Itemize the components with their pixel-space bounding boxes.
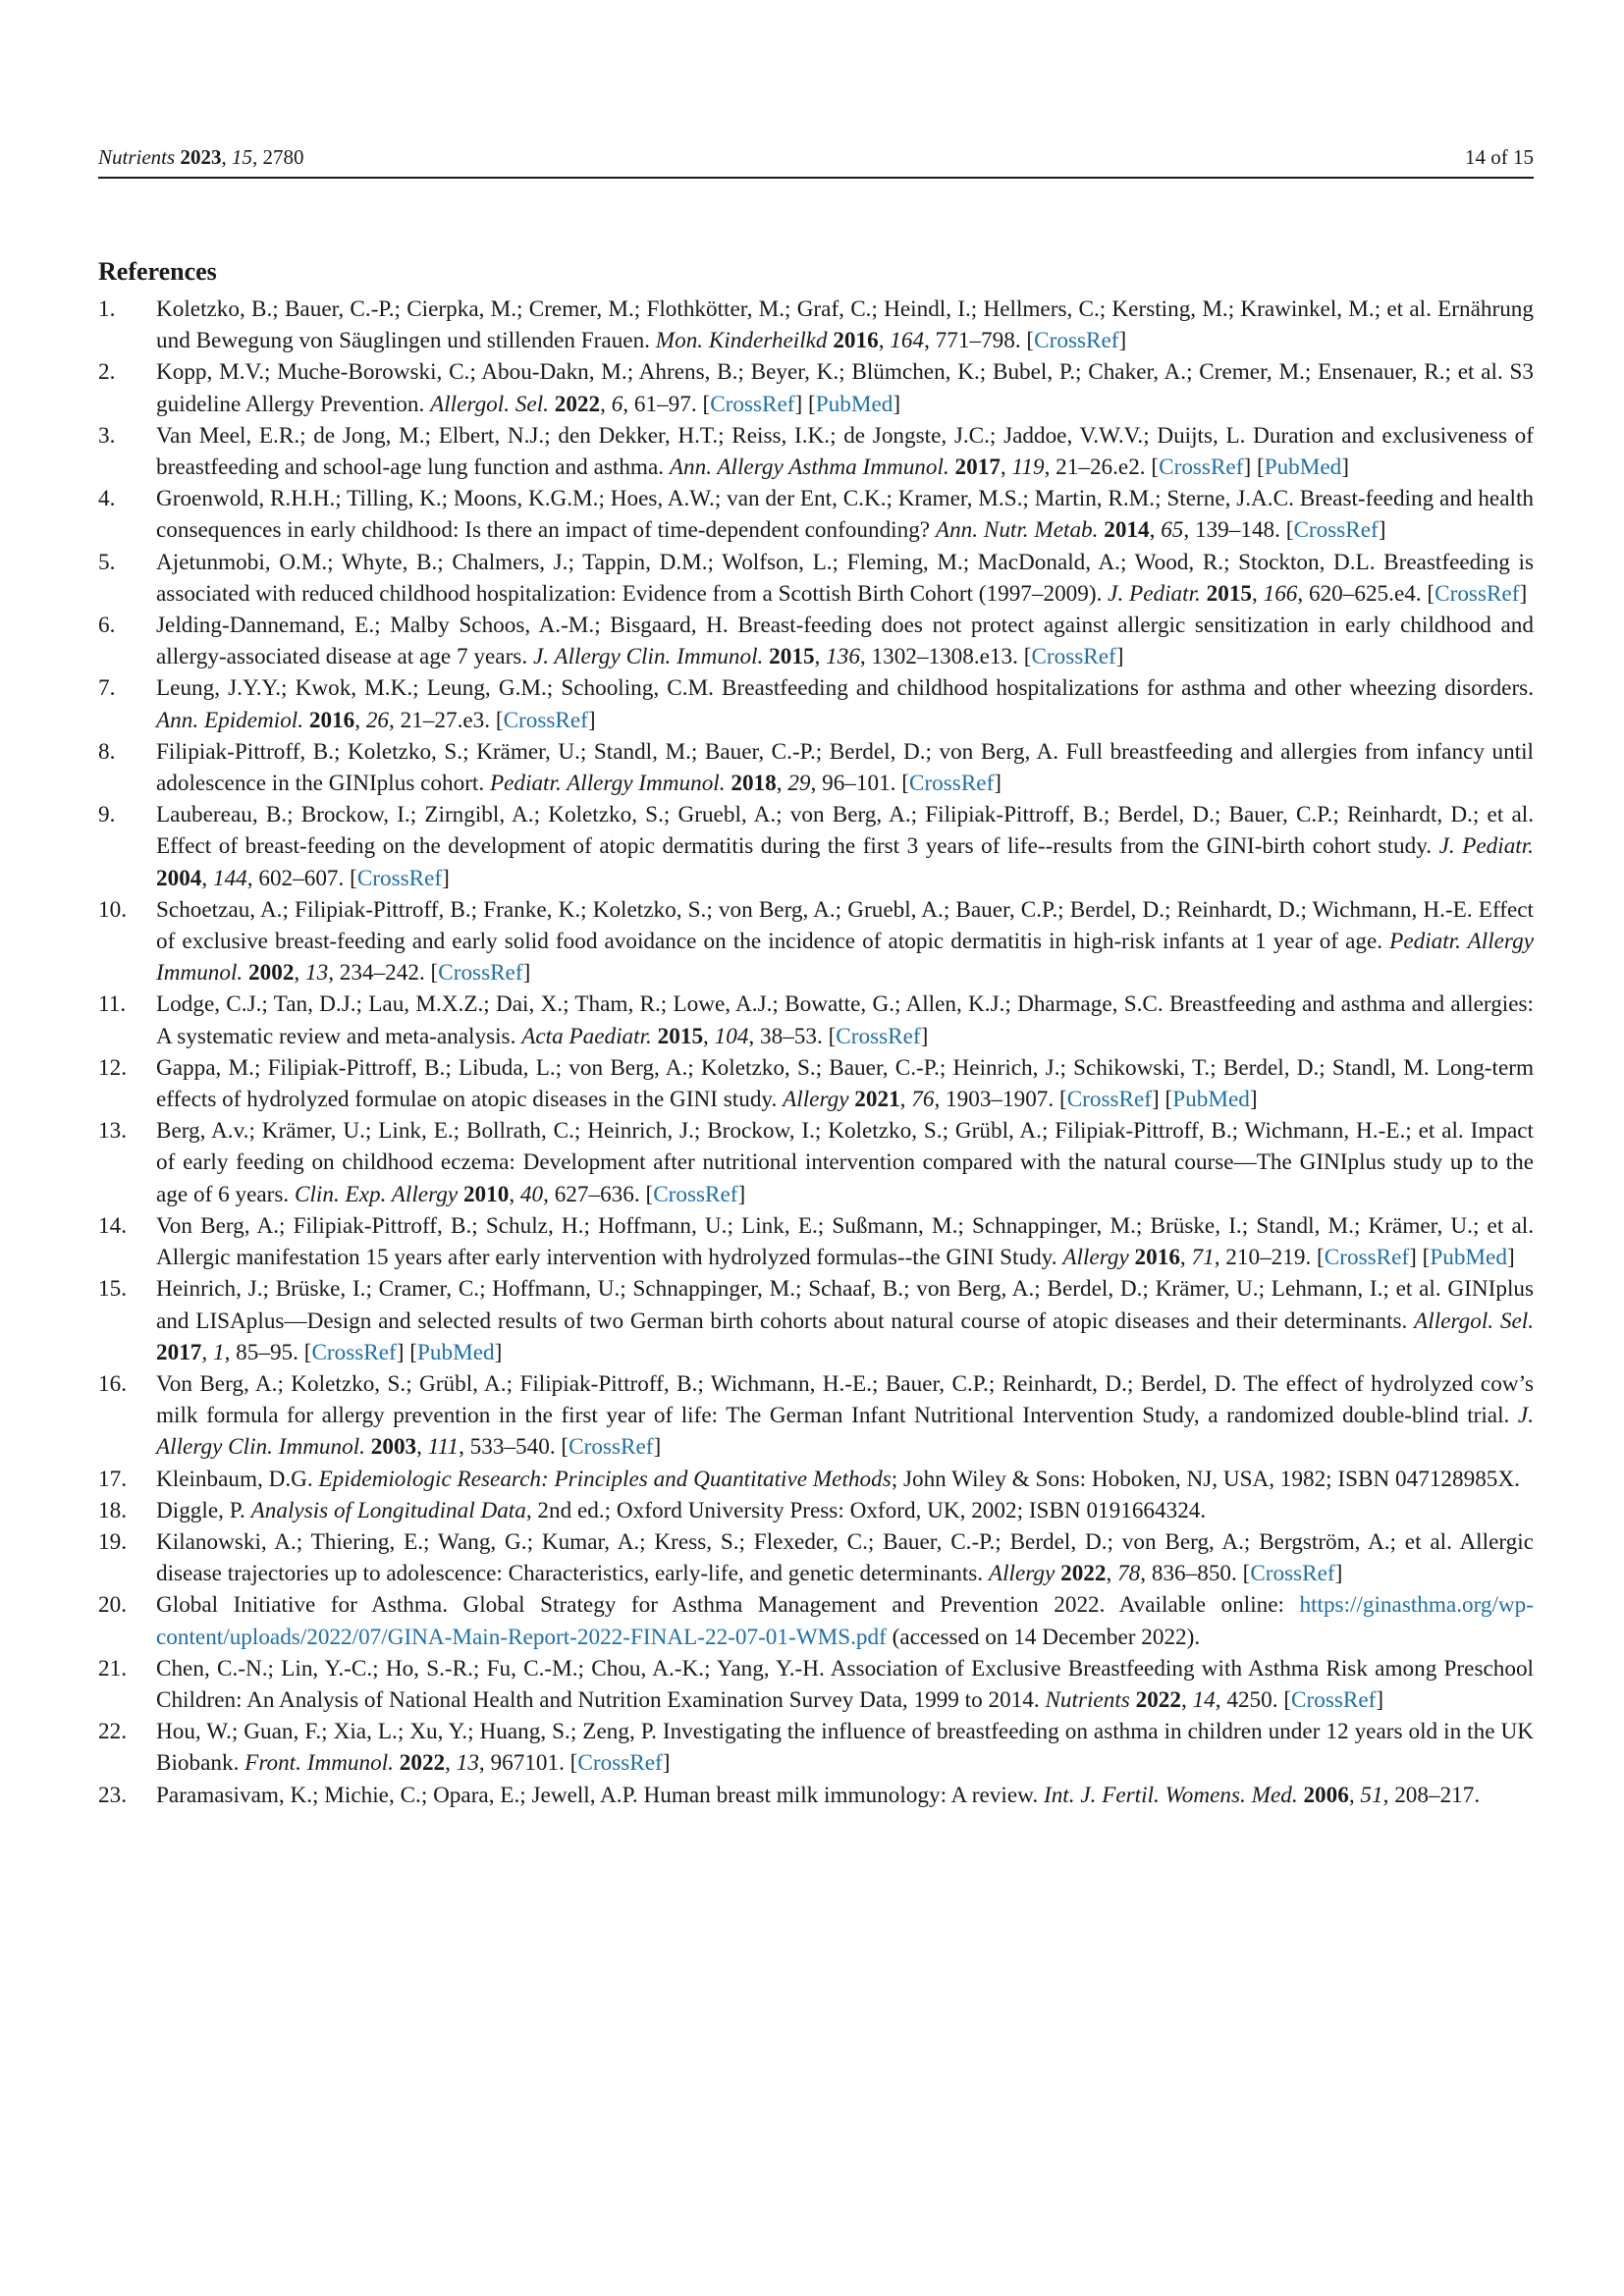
crossref-link[interactable]: CrossRef bbox=[503, 707, 588, 733]
reference-item bbox=[98, 356, 1534, 419]
reference-segment: ] bbox=[653, 1434, 662, 1461]
crossref-link[interactable]: CrossRef bbox=[908, 771, 995, 797]
reference-text bbox=[156, 802, 1534, 890]
reference-italic: Int. J. Fertil. Womens. Med. bbox=[1043, 1782, 1298, 1808]
reference-segment: Leung, J.Y.Y.; Kwok, M.K.; Leung, G.M.; Schooling, C.M. Breastfeeding and childhood hospitalizations for asthma and other wheezing disorders. bbox=[156, 675, 1534, 702]
reference-italic: Front. Immunol. bbox=[244, 1750, 394, 1777]
crossref-link[interactable]: CrossRef bbox=[577, 1750, 663, 1777]
reference-year: 2010 bbox=[462, 1181, 510, 1207]
reference-italic: 144 bbox=[212, 865, 247, 891]
reference-segment: ] bbox=[1376, 1686, 1384, 1713]
crossref-link[interactable]: CrossRef bbox=[710, 391, 795, 417]
reference-text bbox=[156, 486, 1534, 543]
crossref-link[interactable]: CrossRef bbox=[1293, 517, 1379, 544]
reference-italic: Pediatr. Allergy Immunol. bbox=[489, 771, 726, 797]
reference-italic: Ann. Epidemiol. bbox=[156, 707, 304, 733]
reference-segment: ] bbox=[1115, 644, 1124, 670]
reference-text bbox=[156, 1276, 1534, 1364]
reference-text bbox=[156, 1467, 1520, 1492]
reference-text bbox=[156, 1213, 1534, 1270]
reference-segment: , 967101. [ bbox=[478, 1750, 578, 1777]
reference-segment: Schoetzau, A.; Filipiak-Pittroff, B.; Franke, K.; Koletzko, S.; von Berg, A.; Gruebl, A.; Bauer, C.P.; Berdel, D.; Reinhardt, D.; Wichmann, H.-E. Effect of exclusive breast-feeding and early solid food avoidance on the incidence of atopic dermatitis in high-risk infants at 1 year of age. bbox=[156, 896, 1534, 955]
reference-italic: 51 bbox=[1360, 1782, 1383, 1808]
reference-italic: 71 bbox=[1191, 1245, 1215, 1271]
crossref-link[interactable]: CrossRef bbox=[311, 1339, 397, 1365]
reference-segment: , 139–148. [ bbox=[1183, 517, 1294, 544]
reference-italic: 1 bbox=[212, 1339, 225, 1365]
reference-segment: , 836–850. [ bbox=[1140, 1561, 1251, 1587]
reference-italic: Mon. Kinderheilkd bbox=[655, 328, 828, 354]
reference-italic: Allergy bbox=[1062, 1245, 1129, 1271]
crossref-link[interactable]: CrossRef bbox=[1291, 1686, 1377, 1713]
reference-italic: Nutrients bbox=[1045, 1686, 1130, 1713]
reference-segment: Heinrich, J.; Brüske, I.; Cramer, C.; Hoffmann, U.; Schnappinger, M.; Schaaf, B.; von Berg, A.; Berdel, D.; Krämer, U.; Lehmann, I.; et al. GINIplus and LISAplus—Design and selected results of two German birth cohorts about natural course of atopic diseases and their determinants. bbox=[156, 1276, 1534, 1334]
reference-number: 9. bbox=[98, 802, 116, 828]
reference-segment: ] bbox=[737, 1181, 746, 1207]
reference-italic: Ann. Nutr. Metab. bbox=[935, 517, 1099, 544]
reference-segment: , bbox=[600, 391, 612, 417]
reference-italic: Ann. Allergy Asthma Immunol. bbox=[669, 454, 949, 481]
url-link[interactable]: https://ginasthma.org/wp-content/uploads/2022/07/GINA-Main-Report-2022-FINAL-22-07-01-WMS.pdf bbox=[156, 1592, 1534, 1650]
reference-number: 11. bbox=[98, 991, 127, 1018]
reference-segment: , bbox=[814, 644, 827, 670]
reference-number: 20. bbox=[98, 1592, 127, 1619]
reference-item bbox=[98, 736, 1534, 799]
reference-number: 3. bbox=[98, 422, 116, 449]
reference-text bbox=[156, 1783, 1480, 1808]
reference-segment: ] bbox=[994, 771, 1002, 797]
pubmed-link[interactable]: PubMed bbox=[417, 1339, 495, 1365]
reference-segment: ] bbox=[1519, 580, 1528, 607]
reference-segment: ; John Wiley & Sons: Hoboken, NJ, USA, 1982; ISBN 047128985X. bbox=[891, 1466, 1520, 1492]
reference-year: 2004 bbox=[156, 865, 202, 891]
pubmed-link[interactable]: PubMed bbox=[1172, 1087, 1250, 1113]
reference-text bbox=[156, 991, 1534, 1048]
reference-segment: , bbox=[1180, 1686, 1193, 1713]
reference-year: 2014 bbox=[1104, 517, 1150, 544]
reference-text bbox=[156, 423, 1534, 480]
crossref-link[interactable]: CrossRef bbox=[1159, 454, 1244, 481]
reference-number: 4. bbox=[98, 486, 116, 512]
reference-segment: , bbox=[878, 328, 891, 354]
reference-text bbox=[156, 1656, 1534, 1713]
reference-text bbox=[156, 613, 1534, 669]
reference-segment: , bbox=[201, 865, 213, 891]
reference-year: 2022 bbox=[1135, 1686, 1181, 1713]
reference-text bbox=[156, 1055, 1534, 1112]
reference-italic: Epidemiologic Research: Principles and Quantitative Methods bbox=[318, 1466, 892, 1492]
crossref-link[interactable]: CrossRef bbox=[1324, 1245, 1410, 1271]
reference-segment: ] bbox=[893, 391, 901, 417]
article-number: 2780 bbox=[262, 145, 304, 169]
reference-number: 23. bbox=[98, 1782, 127, 1808]
reference-segment: ] bbox=[1334, 1561, 1343, 1587]
reference-segment: Gappa, M.; Filipiak-Pittroff, B.; Libuda, L.; von Berg, A.; Koletzko, S.; Bauer, C.-P.; Heinrich, J.; Schikowski, T.; Berdel, D.; Standl, M. Long-term effects of hydrolyzed formulae on atopic diseases in the GINI study. bbox=[156, 1054, 1534, 1113]
reference-segment: , bbox=[776, 771, 788, 797]
crossref-link[interactable]: CrossRef bbox=[356, 865, 443, 891]
reference-item bbox=[98, 483, 1534, 546]
reference-segment: Paramasivam, K.; Michie, C.; Opara, E.; Jewell, A.P. Human breast milk immunology: A review. bbox=[156, 1782, 1044, 1808]
reference-segment: , bbox=[1106, 1561, 1118, 1587]
reference-segment: , 602–607. [ bbox=[246, 865, 357, 891]
reference-segment: , 21–27.e3. [ bbox=[389, 707, 504, 733]
reference-segment: , bbox=[1000, 454, 1012, 481]
reference-item bbox=[98, 610, 1534, 672]
reference-italic: 13 bbox=[456, 1750, 479, 1777]
reference-italic: 136 bbox=[826, 644, 860, 670]
reference-segment: Von Berg, A.; Filipiak-Pittroff, B.; Schulz, H.; Hoffmann, U.; Link, E.; Sußmann, M.; Schnappinger, M.; Brüske, I.; Standl, M.; Krämer, U.; et al. Allergic manifestation 15 years after early intervention with hydrolyzed formulas--the GINI Study. bbox=[156, 1212, 1534, 1271]
reference-italic: Allergy bbox=[988, 1561, 1056, 1587]
reference-italic: Acta Paediatr. bbox=[521, 1023, 652, 1049]
reference-segment: , bbox=[1149, 517, 1162, 544]
reference-year: 2015 bbox=[769, 644, 815, 670]
reference-year: 2015 bbox=[1206, 580, 1253, 607]
reference-year: 2016 bbox=[1134, 1245, 1180, 1271]
reference-number: 17. bbox=[98, 1466, 127, 1492]
reference-number: 6. bbox=[98, 613, 116, 639]
reference-text bbox=[156, 739, 1534, 796]
reference-segment: ] bbox=[494, 1339, 503, 1365]
journal-year: 2023 bbox=[180, 145, 222, 169]
reference-number: 18. bbox=[98, 1497, 127, 1523]
reference-number: 13. bbox=[98, 1118, 127, 1145]
reference-item bbox=[98, 1115, 1534, 1210]
reference-segment: (accessed on 14 December 2022). bbox=[886, 1624, 1201, 1650]
reference-segment: ] bbox=[1118, 328, 1127, 354]
reference-italic: 119 bbox=[1011, 454, 1045, 481]
reference-segment: Kilanowski, A.; Thiering, E.; Wang, G.; Kumar, A.; Kress, S.; Flexeder, C.; Bauer, C.-P.; Berdel, D.; von Berg, A.; Bergström, A.; et al. Allergic disease trajectories up to adolescence: Characteristics, early-life, and genetic determinants. bbox=[156, 1528, 1534, 1587]
reference-item bbox=[98, 799, 1534, 894]
reference-item bbox=[98, 1368, 1534, 1464]
reference-segment: Ajetunmobi, O.M.; Whyte, B.; Chalmers, J.; Tappin, D.M.; Wolfson, L.; Fleming, M.; MacDonald, A.; Wood, R.; Stockton, D.L. Breastfeeding is associated with reduced childhood hospitalization: Evidence from a Scottish Birth Cohort (1997–2009). bbox=[156, 549, 1534, 607]
reference-italic: 166 bbox=[1263, 580, 1298, 607]
references-heading: References bbox=[98, 257, 217, 286]
reference-segment: ] bbox=[1506, 1245, 1515, 1271]
reference-segment: Kopp, M.V.; Muche-Borowski, C.; Abou-Dakn, M.; Ahrens, B.; Beyer, K.; Blümchen, K.; Bubel, P.; Chaker, A.; Cremer, M.; Ensenauer, R.; et al. S3 guideline Allergy Prevention. bbox=[156, 359, 1534, 417]
reference-text bbox=[156, 1498, 1206, 1523]
reference-italic: 78 bbox=[1117, 1561, 1141, 1587]
reference-segment: , 627–636. [ bbox=[543, 1181, 654, 1207]
reference-italic: 14 bbox=[1192, 1686, 1216, 1713]
reference-item bbox=[98, 672, 1534, 735]
reference-number: 22. bbox=[98, 1719, 127, 1745]
reference-segment: Filipiak-Pittroff, B.; Koletzko, S.; Krämer, U.; Standl, M.; Bauer, C.-P.; Berdel, D.; von Berg, A. Full breastfeeding and allergies from infancy until adolescence in the GINIplus cohort. bbox=[156, 738, 1534, 797]
reference-italic: Allergy bbox=[783, 1087, 849, 1113]
reference-item bbox=[98, 894, 1534, 989]
reference-segment: , 533–540. [ bbox=[459, 1434, 569, 1461]
reference-segment: ] bbox=[442, 865, 450, 891]
reference-segment: Berg, A.v.; Krämer, U.; Link, E.; Bollrath, C.; Heinrich, J.; Brockow, I.; Koletzko, S.; Grübl, A.; Filipiak-Pittroff, B.; Wichmann, H.-E.; et al. Impact of early feeding on childhood eczema: Development after nutritional intervention compared with the natural course—The GINIplus study up to the age of 6 years. bbox=[156, 1118, 1534, 1207]
reference-number: 2. bbox=[98, 359, 116, 386]
crossref-link[interactable]: CrossRef bbox=[1435, 580, 1520, 607]
reference-item bbox=[98, 1464, 1534, 1495]
reference-segment: ] bbox=[587, 707, 596, 733]
reference-italic: 29 bbox=[787, 771, 811, 797]
reference-italic: Clin. Exp. Allergy bbox=[295, 1181, 459, 1207]
reference-number: 21. bbox=[98, 1655, 127, 1682]
reference-year: 2021 bbox=[854, 1087, 900, 1113]
reference-italic: J. Pediatr. bbox=[1438, 833, 1534, 860]
reference-number: 19. bbox=[98, 1528, 127, 1555]
reference-year: 2016 bbox=[308, 707, 355, 733]
reference-segment: , 234–242. [ bbox=[328, 960, 439, 987]
reference-segment: , bbox=[294, 960, 305, 987]
reference-segment: ] bbox=[662, 1750, 671, 1777]
reference-text bbox=[156, 359, 1534, 416]
pubmed-link[interactable]: PubMed bbox=[1264, 454, 1342, 481]
reference-segment: ] bbox=[522, 960, 531, 987]
reference-italic: J. Pediatr. bbox=[1108, 580, 1201, 607]
reference-segment: , bbox=[416, 1434, 428, 1461]
reference-segment: Jelding-Dannemand, E.; Malby Schoos, A.-M.; Bisgaard, H. Breast-feeding does not protect against allergic sensitization in early childhood and allergy-associated disease at age 7 years. bbox=[156, 613, 1534, 670]
reference-year: 2017 bbox=[954, 454, 1001, 481]
reference-segment: Lodge, C.J.; Tan, D.J.; Lau, M.X.Z.; Dai, X.; Tham, R.; Lowe, A.J.; Bowatte, G.; Allen, K.J.; Dharmage, S.C. Breastfeeding and asthma and allergies: A systematic review and meta-analysis. bbox=[156, 991, 1534, 1049]
reference-year: 2022 bbox=[554, 391, 601, 417]
reference-segment: ] [ bbox=[794, 391, 816, 417]
reference-segment: , 61–97. [ bbox=[623, 391, 711, 417]
reference-segment: Von Berg, A.; Koletzko, S.; Grübl, A.; Filipiak-Pittroff, B.; Wichmann, H.-E.; Bauer, C.P.; Reinhardt, D.; Berdel, D. The effect of hydrolyzed cow’s milk formula for allergy prevention in the first year of life: The German Infant Nutritional Intervention Study, a randomized double-blind trial. bbox=[156, 1370, 1534, 1429]
reference-item bbox=[98, 1589, 1534, 1652]
reference-item bbox=[98, 1273, 1534, 1368]
reference-text bbox=[156, 675, 1534, 732]
crossref-link[interactable]: CrossRef bbox=[438, 960, 523, 987]
reference-number: 10. bbox=[98, 896, 127, 923]
reference-italic: 104 bbox=[714, 1023, 749, 1049]
crossref-link[interactable]: CrossRef bbox=[568, 1434, 654, 1461]
reference-text bbox=[156, 1529, 1534, 1586]
crossref-link[interactable]: CrossRef bbox=[1031, 644, 1116, 670]
reference-segment: , bbox=[201, 1339, 213, 1365]
reference-text bbox=[156, 296, 1534, 353]
crossref-link[interactable]: CrossRef bbox=[653, 1181, 738, 1207]
reference-segment: ] [ bbox=[396, 1339, 418, 1365]
reference-segment: , bbox=[445, 1750, 457, 1777]
page-header bbox=[98, 145, 1534, 179]
reference-italic: 13 bbox=[305, 960, 329, 987]
pubmed-link[interactable]: PubMed bbox=[815, 391, 893, 417]
reference-number: 7. bbox=[98, 675, 116, 702]
reference-year: 2002 bbox=[248, 960, 295, 987]
reference-italic: J. Allergy Clin. Immunol. bbox=[156, 1403, 1534, 1461]
reference-year: 2016 bbox=[833, 328, 879, 354]
reference-segment: ] [ bbox=[1152, 1087, 1173, 1113]
reference-segment: ] bbox=[1341, 454, 1350, 481]
reference-italic: Pediatr. Allergy Immunol. bbox=[156, 929, 1534, 987]
reference-italic: Allergol. Sel. bbox=[430, 391, 549, 417]
crossref-link[interactable]: CrossRef bbox=[1066, 1087, 1153, 1113]
reference-segment: ] bbox=[1249, 1087, 1258, 1113]
journal-volume: 15 bbox=[231, 145, 252, 169]
reference-segment: , bbox=[899, 1087, 912, 1113]
reference-item bbox=[98, 1780, 1534, 1811]
reference-year: 2022 bbox=[1060, 1561, 1107, 1587]
reference-year: 2003 bbox=[370, 1434, 417, 1461]
reference-year: 2018 bbox=[731, 771, 777, 797]
reference-segment: Groenwold, R.H.H.; Tilling, K.; Moons, K.G.M.; Hoes, A.W.; van der Ent, C.K.; Kramer, M.S.; Martin, R.M.; Sterne, J.A.C. Breast-feeding and health consequences in early childhood: Is there an impact of time-dependent confounding? bbox=[156, 486, 1534, 544]
reference-segment: , bbox=[1179, 1245, 1192, 1271]
reference-text bbox=[156, 897, 1534, 986]
crossref-link[interactable]: CrossRef bbox=[1034, 328, 1119, 354]
reference-number: 1. bbox=[98, 296, 116, 322]
reference-item bbox=[98, 1210, 1534, 1273]
reference-segment: , 21–26.e2. [ bbox=[1044, 454, 1160, 481]
reference-segment: Hou, W.; Guan, F.; Xia, L.; Xu, Y.; Huang, S.; Zeng, P. Investigating the influence of breastfeeding on asthma in children under 12 years old in the UK Biobank. bbox=[156, 1719, 1534, 1777]
reference-segment: , 96–101. [ bbox=[810, 771, 909, 797]
reference-italic: 40 bbox=[519, 1181, 544, 1207]
reference-italic: 6 bbox=[611, 391, 623, 417]
reference-segment: ] bbox=[920, 1023, 929, 1049]
reference-text bbox=[156, 1118, 1534, 1206]
reference-segment: , 210–219. [ bbox=[1214, 1245, 1325, 1271]
reference-segment: Laubereau, B.; Brockow, I.; Zirngibl, A.; Koletzko, S.; Gruebl, A.; von Berg, A.; Filipiak-Pittroff, B.; Berdel, D.; Bauer, C.P.; Reinhardt, D.; et al. Effect of breast-feeding on the development of atopic dermatitis during the first 3 years of life--results from the GINI-birth cohort study. bbox=[156, 802, 1534, 860]
reference-segment: Koletzko, B.; Bauer, C.-P.; Cierpka, M.; Cremer, M.; Flothkötter, M.; Graf, C.; Heindl, I.; Hellmers, C.; Kersting, M.; Krawinkel, M.; et al. Ernährung und Bewegung von Säuglingen und stillenden Frauen. bbox=[156, 296, 1534, 354]
reference-segment: , bbox=[1252, 580, 1264, 607]
reference-italic: 76 bbox=[911, 1087, 935, 1113]
journal-name: Nutrients bbox=[98, 145, 176, 169]
reference-list bbox=[98, 294, 1534, 1811]
reference-italic: 26 bbox=[365, 707, 390, 733]
reference-segment: , 208–217. bbox=[1382, 1782, 1481, 1808]
reference-number: 14. bbox=[98, 1212, 127, 1239]
reference-item bbox=[98, 1526, 1534, 1589]
reference-segment: , bbox=[509, 1181, 520, 1207]
reference-item bbox=[98, 294, 1534, 356]
reference-italic: J. Allergy Clin. Immunol. bbox=[532, 644, 764, 670]
page-number: 14 of 15 bbox=[1465, 145, 1534, 169]
reference-year: 2017 bbox=[156, 1339, 202, 1365]
reference-segment: ] [ bbox=[1409, 1245, 1431, 1271]
reference-italic: 111 bbox=[427, 1434, 460, 1461]
reference-segment: , 38–53. [ bbox=[748, 1023, 837, 1049]
reference-number: 12. bbox=[98, 1054, 127, 1081]
reference-number: 5. bbox=[98, 549, 116, 575]
reference-text bbox=[156, 1592, 1534, 1649]
reference-text bbox=[156, 1719, 1534, 1776]
reference-item bbox=[98, 420, 1534, 483]
reference-text bbox=[156, 550, 1534, 607]
pubmed-link[interactable]: PubMed bbox=[1430, 1245, 1507, 1271]
reference-segment: , 620–625.e4. [ bbox=[1297, 580, 1435, 607]
crossref-link[interactable]: CrossRef bbox=[836, 1023, 921, 1049]
reference-item bbox=[98, 1716, 1534, 1779]
reference-segment: , 771–798. [ bbox=[924, 328, 1035, 354]
reference-segment: , 85–95. [ bbox=[224, 1339, 312, 1365]
journal-citation: Nutrients 2023, 15, 2780 bbox=[98, 145, 304, 169]
reference-item bbox=[98, 1052, 1534, 1115]
reference-number: 16. bbox=[98, 1370, 127, 1397]
crossref-link[interactable]: CrossRef bbox=[1250, 1561, 1335, 1587]
reference-segment: Global Initiative for Asthma. Global Strategy for Asthma Management and Prevention 2022. Available online: bbox=[156, 1592, 1300, 1619]
reference-year: 2015 bbox=[657, 1023, 704, 1049]
reference-number: 8. bbox=[98, 738, 116, 765]
reference-italic: Allergol. Sel. bbox=[1414, 1308, 1534, 1334]
reference-italic: 164 bbox=[890, 328, 925, 354]
reference-segment: , bbox=[1348, 1782, 1361, 1808]
reference-item bbox=[98, 988, 1534, 1051]
reference-italic: 65 bbox=[1161, 517, 1184, 544]
reference-segment: ] [ bbox=[1243, 454, 1265, 481]
reference-italic: Analysis of Longitudinal Data bbox=[250, 1497, 526, 1523]
reference-item bbox=[98, 1653, 1534, 1716]
reference-segment: , bbox=[703, 1023, 715, 1049]
reference-segment: Kleinbaum, D.G. bbox=[156, 1466, 319, 1492]
reference-segment: , 1302–1308.e13. [ bbox=[859, 644, 1032, 670]
reference-number: 15. bbox=[98, 1276, 127, 1303]
reference-segment: Chen, C.-N.; Lin, Y.-C.; Ho, S.-R.; Fu, C.-M.; Chou, A.-K.; Yang, Y.-H. Association of Exclusive Breastfeeding with Asthma Risk among Preschool Children: An Analysis of National Health and Nutrition Examination Survey Data, 1999 to 2014. bbox=[156, 1655, 1534, 1713]
reference-segment: Diggle, P. bbox=[156, 1497, 251, 1523]
reference-segment: , bbox=[354, 707, 366, 733]
reference-item bbox=[98, 1495, 1534, 1526]
reference-year: 2006 bbox=[1303, 1782, 1349, 1808]
reference-segment: , 4250. [ bbox=[1215, 1686, 1292, 1713]
reference-item bbox=[98, 547, 1534, 610]
reference-segment: , 1903–1907. [ bbox=[934, 1087, 1067, 1113]
reference-segment: , 2nd ed.; Oxford University Press: Oxford, UK, 2002; ISBN 0191664324. bbox=[525, 1497, 1207, 1523]
reference-year: 2022 bbox=[399, 1750, 446, 1777]
reference-text bbox=[156, 1371, 1534, 1460]
reference-segment: Van Meel, E.R.; de Jong, M.; Elbert, N.J.; den Dekker, H.T.; Reiss, I.K.; de Jongste, J.C.; Jaddoe, V.W.V.; Duijts, L. Duration and exclusiveness of breastfeeding and school-age lung function and asthma. bbox=[156, 422, 1534, 481]
reference-segment: ] bbox=[1378, 517, 1386, 544]
